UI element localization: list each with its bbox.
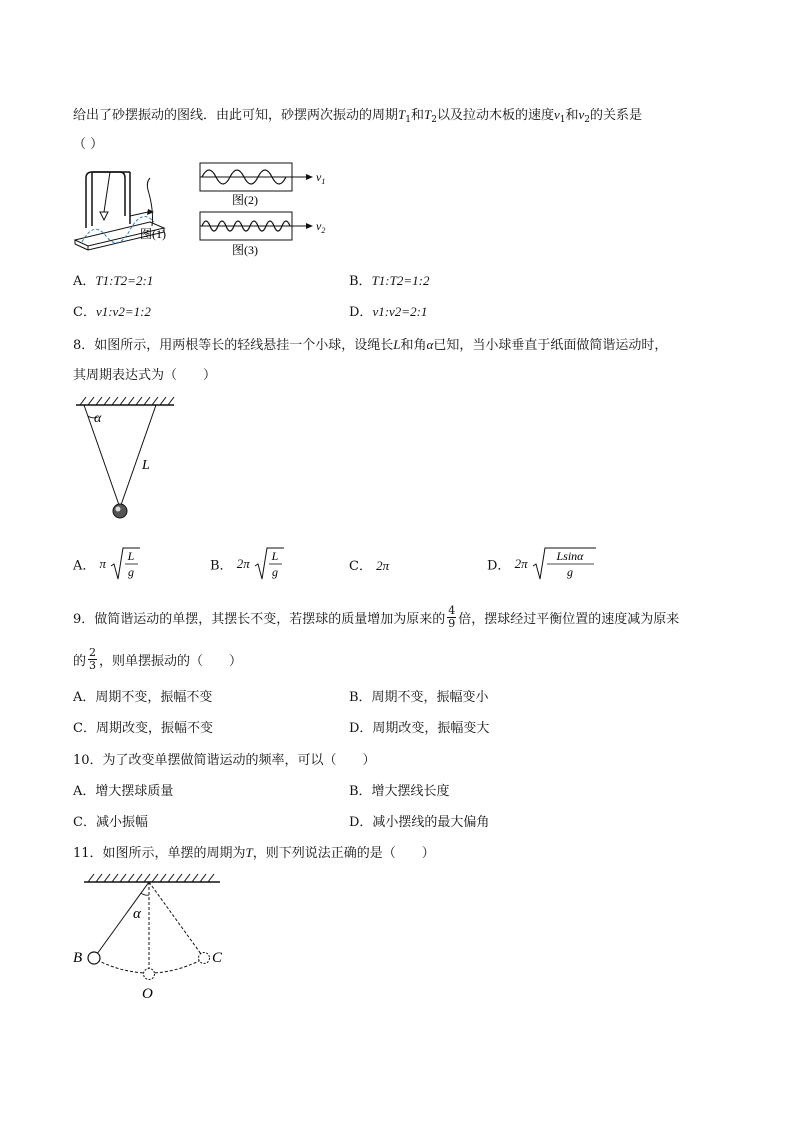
trace-figure-3: [200, 212, 325, 257]
q7-T1: T: [398, 107, 406, 122]
frac-den: g: [128, 565, 135, 579]
frac-den: g: [271, 565, 278, 579]
ball-o: [144, 969, 155, 980]
frac-num: 4: [448, 603, 456, 617]
q7-v1: v: [553, 107, 560, 122]
q7-v2: v: [578, 107, 585, 122]
frac-den: 3: [89, 658, 97, 672]
q7-stem-text2: 以及拉动木板的速度: [436, 108, 554, 123]
option-coef: π: [99, 556, 107, 571]
q10-option-d[interactable]: D．减小摆线的最大偏角: [349, 815, 490, 830]
q9-stem-line2: [73, 642, 242, 676]
q7-paren: （ ）: [73, 137, 104, 152]
q8-option-a[interactable]: [73, 546, 140, 580]
option-letter: B．: [210, 558, 233, 574]
ball-b: [88, 952, 100, 964]
q9-text-d: ，则单摆振动的（ ）: [99, 653, 243, 669]
v2-label: $v_2$: [316, 219, 326, 235]
q7-stem-text: 给出了砂摆振动的图线．由此可知，砂摆两次振动的周期: [73, 108, 399, 123]
q8-stem-line1: [73, 334, 667, 353]
alpha-label: α: [133, 906, 141, 922]
ball: [113, 504, 127, 518]
option-expr: T1:T2=2:1: [95, 273, 154, 288]
frac-num: L: [127, 549, 135, 563]
q8-text-b: 和角: [400, 338, 427, 353]
O-label: O: [142, 986, 153, 1002]
frac-den: 9: [448, 616, 456, 630]
q8-option-b[interactable]: [210, 546, 284, 580]
option-coef: 2π: [376, 558, 390, 573]
q9-fraction-4-9: [447, 605, 456, 630]
L-label: L: [142, 458, 150, 473]
sqrt-symbol: [532, 546, 596, 582]
q8-option-c[interactable]: [349, 555, 389, 574]
fig2-label: 图(2): [232, 193, 258, 207]
q7-stem: [73, 104, 642, 125]
C-label: C: [212, 950, 223, 966]
fig3-label: 图(3): [232, 243, 258, 257]
q11-text-a: 11．如图所示，单摆的周期为: [73, 846, 246, 861]
fig1-label: 图(1): [140, 227, 166, 241]
q7-and2: 和: [565, 108, 579, 123]
option-letter: B．: [349, 274, 372, 289]
q7-T2: T: [424, 107, 432, 122]
q8-text-c: 已知，当小球垂直于纸面做简谐运动时，: [433, 338, 668, 353]
q10-option-c[interactable]: C．减小振幅: [73, 815, 148, 830]
q9-option-a[interactable]: A．周期不变，振幅不变: [73, 690, 213, 705]
q9-fraction-2-3: [88, 647, 97, 672]
q9-option-d[interactable]: D．周期改变，振幅变大: [349, 721, 490, 736]
q7-and: 和: [410, 108, 424, 123]
q11-stem: [73, 842, 435, 861]
q10-stem: 10．为了改变单摆做简谐运动的频率，可以（ ）: [73, 753, 376, 768]
q9-option-c[interactable]: C．周期改变，振幅不变: [73, 721, 213, 736]
sqrt-symbol: [110, 546, 140, 582]
q9-text-c: 的: [73, 653, 87, 669]
frac-num: L: [271, 549, 279, 563]
q7-option-c[interactable]: [73, 301, 151, 320]
option-expr: T1:T2=1:2: [371, 273, 430, 288]
frac-num: Lsinα: [556, 549, 584, 563]
option-letter: A．: [73, 558, 96, 574]
q7-figure: [70, 160, 340, 260]
option-expr: v1:v2=2:1: [372, 304, 428, 319]
option-letter: C．: [349, 559, 372, 574]
q7-option-b[interactable]: [349, 270, 429, 289]
q8-text-a: 8．如图所示，用两根等长的轻线悬挂一个小球，设绳长: [73, 338, 394, 353]
q8-figure: [70, 395, 180, 525]
q9-stem-line1: [73, 600, 679, 634]
q7-v2-sub: 2: [584, 115, 591, 125]
q11-T: T: [245, 845, 253, 860]
frac-num: 2: [89, 645, 97, 659]
q7-T2-sub: 2: [431, 115, 437, 125]
v1-label: $v_1$: [316, 170, 326, 186]
q7-option-d[interactable]: [349, 301, 427, 320]
option-letter: D．: [487, 558, 511, 574]
q8-alpha: α: [426, 337, 434, 352]
alpha-label: α: [94, 411, 102, 426]
B-label: B: [73, 950, 83, 966]
option-letter: D．: [349, 305, 373, 320]
q7-T1-sub: 1: [405, 115, 411, 125]
q10-option-b[interactable]: B．增大摆线长度: [349, 784, 450, 799]
option-expr: v1:v2=1:2: [95, 304, 151, 319]
option-coef: 2π: [514, 556, 528, 571]
q8-L: L: [393, 337, 401, 352]
sqrt-symbol: [254, 546, 284, 582]
ball-c: [199, 953, 210, 964]
frac-den: g: [566, 565, 573, 579]
q9-text-b: 倍，摆球经过平衡位置的速度减为原来: [458, 611, 680, 627]
q11-text-b: ，则下列说法正确的是（ ）: [252, 846, 435, 861]
option-coef: 2π: [236, 556, 250, 571]
q7-stem-text3: 的关系是: [590, 108, 643, 123]
q8-option-d[interactable]: [487, 546, 596, 580]
q7-option-a[interactable]: [73, 270, 153, 289]
trace-figure-2: [200, 163, 325, 207]
q9-option-b[interactable]: B．周期不变，振幅变小: [349, 690, 489, 705]
q7-v1-sub: 1: [559, 115, 566, 125]
option-letter: C．: [73, 305, 96, 320]
q11-figure: [70, 872, 240, 1004]
sand-pendulum-diagram: [75, 172, 166, 250]
option-letter: A．: [73, 274, 96, 289]
q8-stem-line2: 其周期表达式为（ ）: [73, 368, 217, 383]
q9-text-a: 9．做简谐运动的单摆，其摆长不变，若摆球的质量增加为原来的: [73, 611, 446, 627]
q10-option-a[interactable]: A．增大摆球质量: [73, 784, 174, 799]
